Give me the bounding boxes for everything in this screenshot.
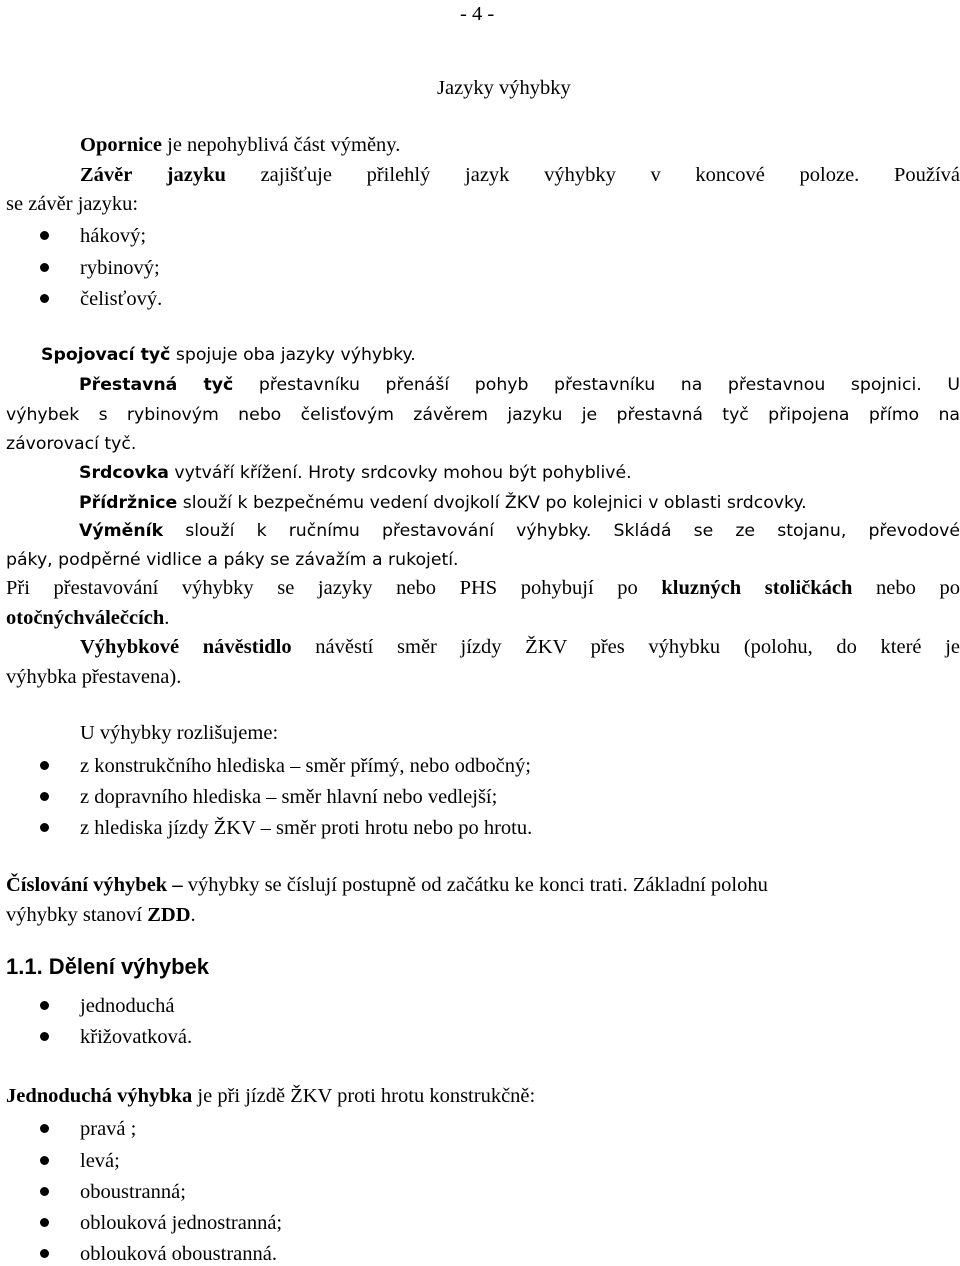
navestidlo-line1: Výhybkové návěstidlo návěstí směr jízdy ŽKV přes výhybku (polohu, do které je: [80, 636, 960, 658]
cislovani-line1: Číslování výhybek – výhybky se číslují postupně od začátku ke konci trati. Základní polohu: [6, 874, 768, 896]
navestidlo-term: Výhybkové návěstidlo: [80, 636, 292, 658]
bullet-icon: [40, 823, 49, 832]
vymenik-term: Výměník: [79, 521, 164, 541]
bullet-icon: [40, 1249, 49, 1258]
opornice-term: Opornice: [80, 134, 162, 156]
list-item: oblouková oboustranná.: [80, 1243, 277, 1265]
bullet-icon: [40, 1218, 49, 1227]
otocne-valecky-term: otočnýchválečcích: [6, 607, 165, 629]
bullet-icon: [40, 1156, 49, 1165]
page-number: - 4 -: [460, 3, 495, 25]
list-item: křižovatková.: [80, 1026, 193, 1048]
zaver-term: Závěr jazyku: [80, 164, 226, 186]
vymenik-line1: Výměník slouží k ručnímu přestavování výhybky. Skládá se ze stojanu, převodové: [79, 521, 960, 541]
bullet-icon: [40, 761, 49, 770]
zdd-term: ZDD: [147, 904, 191, 926]
prestavovani-line1: Při přestavování výhybky se jazyky nebo PHS pohybují po kluzných stoličkách nebo po: [6, 577, 960, 599]
bullet-icon: [40, 1001, 49, 1010]
srdcovka-paragraph: Srdcovka vytváří křížení. Hroty srdcovky mohou být pohyblivé.: [79, 463, 632, 483]
spojovaci-paragraph: Spojovací tyč spojuje oba jazyky výhybky.: [41, 345, 416, 365]
prestavna-line2: výhybek s rybinovým nebo čelisťovým závěrem jazyku je přestavná tyč připojena přímo na: [6, 405, 960, 425]
pridrznice-term: Přídržnice: [79, 493, 178, 513]
srdcovka-term: Srdcovka: [79, 463, 169, 483]
list-item: rybinový;: [80, 257, 160, 279]
navestidlo-line2: výhybka přestavena).: [6, 666, 182, 688]
section-heading: 1.1. Dělení výhybek: [6, 954, 209, 979]
bullet-icon: [40, 1032, 49, 1041]
bullet-icon: [40, 1124, 49, 1133]
page-title: Jazyky výhybky: [437, 77, 571, 99]
list-item: z hlediska jízdy ŽKV – směr proti hrotu nebo po hrotu.: [80, 817, 533, 839]
bullet-icon: [40, 294, 49, 303]
list-item: pravá ;: [80, 1118, 137, 1140]
list-item: čelisťový.: [80, 288, 163, 310]
opornice-paragraph: Opornice je nepohyblivá část výměny.: [80, 134, 401, 156]
list-item: z dopravního hlediska – směr hlavní nebo vedlejší;: [80, 786, 498, 808]
list-item: z konstrukčního hlediska – směr přímý, nebo odbočný;: [80, 755, 531, 777]
jednoducha-term: Jednoduchá výhybka: [6, 1085, 193, 1107]
jednoducha-paragraph: Jednoduchá výhybka je při jízdě ŽKV proti hrotu konstrukčně:: [6, 1085, 536, 1107]
vymenik-line2: páky, podpěrné vidlice a páky se závažím a rukojetí.: [6, 550, 459, 570]
bullet-icon: [40, 792, 49, 801]
pridrznice-paragraph: Přídržnice slouží k bezpečnému vedení dvojkolí ŽKV po kolejnici v oblasti srdcovky.: [79, 493, 807, 513]
prestavna-term: Přestavná tyč: [79, 375, 234, 395]
cislovani-term: Číslování výhybek –: [6, 874, 183, 896]
rozlisujeme-intro: U výhybky rozlišujeme:: [80, 722, 279, 744]
list-item: oboustranná;: [80, 1181, 186, 1203]
bullet-icon: [40, 263, 49, 272]
list-item: levá;: [80, 1150, 120, 1172]
cislovani-line2: výhybky stanoví ZDD.: [6, 904, 196, 926]
bullet-icon: [40, 231, 49, 240]
prestavna-line1: Přestavná tyč přestavníku přenáší pohyb přestavníku na přestavnou spojnici. U: [79, 375, 960, 395]
prestavna-line3: závorovací tyč.: [6, 434, 137, 454]
zaver-paragraph-line2: se závěr jazyku:: [6, 193, 139, 215]
spojovaci-term: Spojovací tyč: [41, 345, 171, 365]
zaver-paragraph-line1: Závěr jazyku zajišťuje přilehlý jazyk výhybky v koncové poloze. Používá: [80, 164, 960, 186]
kluzne-stolicky-term: kluzných stoličkách: [661, 577, 853, 599]
bullet-icon: [40, 1187, 49, 1196]
list-item: hákový;: [80, 225, 147, 247]
prestavovani-line2: otočnýchválečcích.: [6, 607, 170, 629]
list-item: jednoduchá: [80, 995, 175, 1017]
list-item: oblouková jednostranná;: [80, 1212, 283, 1234]
